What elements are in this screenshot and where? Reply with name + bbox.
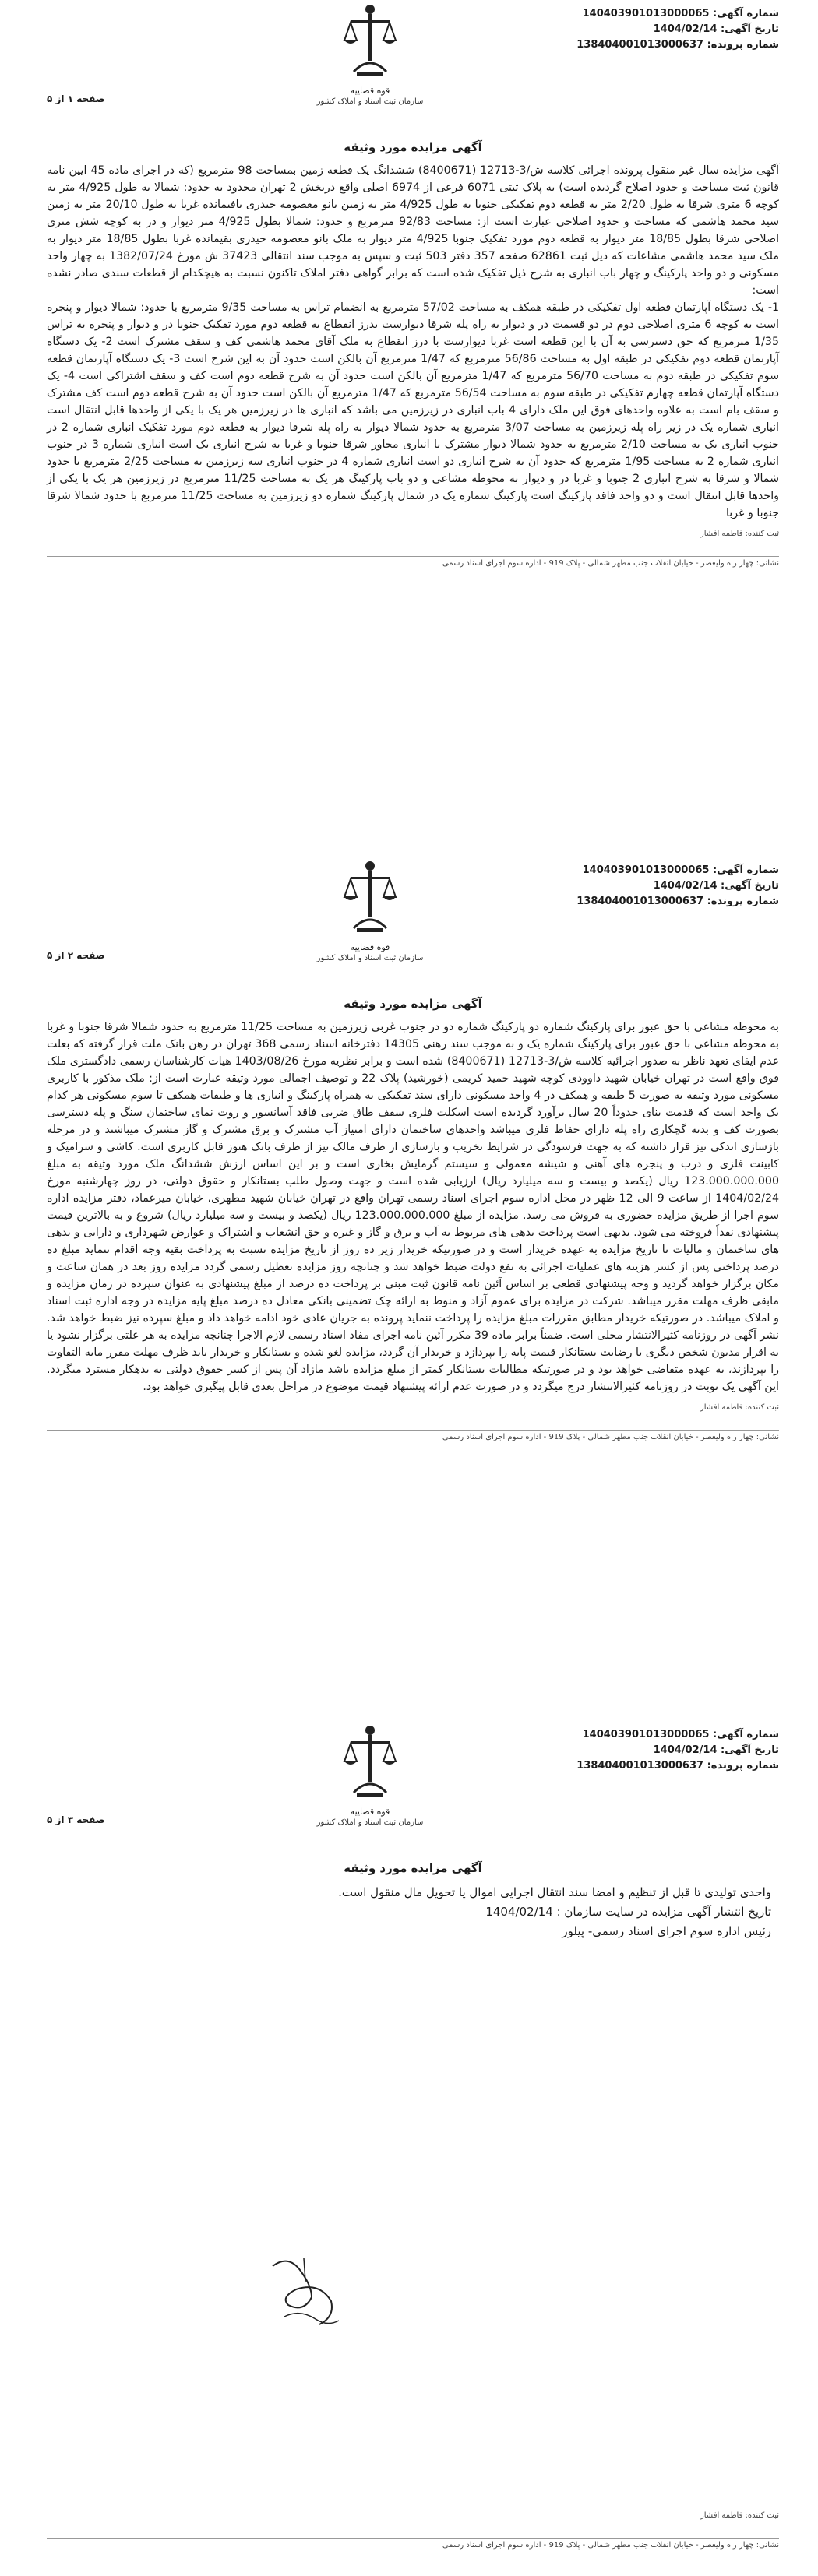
notice-body-paragraph: آگهی مزایده سال غیر منقول پرونده اجرائی کلاسه ش/3-12713 (8400671) ششدانگ یک قطعه زمین بمساحت 98 مترمربع (که در اجرای ماده 45 ایین نامه قانون ثبت مساحت و حدود اصلاح گردیده است) به پلاک ثبتی 6071 فرعی از 6974 اصلی واقع دربخش 2 تهران محدود به حدود: شمالا به طول 4/925 متر به کوچه 6 متری شرقا به طول 2/20 متر به قطعه دوم تفکیکی جنوبا به طول 4/925 متر به زمین بانو معصومه حیدری بافیمانده غربا به طول 20/10 متر به زمین سید محمد هاشمی که مساحت و حدود اصلاحی عبارت است از: مساحت 92/83 مترمربع و حدود: شمالا بطول 4/925 متر دیوار و در به کوچه شش متری اصلاحی شرقا بطول 18/85 متر دیوار به قطعه دوم مورد تفکیک جنوبا 4/925 متر دیوار به ملک بانو معصومه حیدری بقیمانده غربا بطول 18/85 متر دیوار به ملک سید محمد هاشمی مشاعات که ذیل ثبت 62861 صفحه 357 دفتر 503 ثبت و سپس به موجب سند انتقالی 37423 ش مورخ 1382/07/24 به چهار واحد مسکونی و دو واحد پارکینگ و چهار باب انباری به شرح ذیل تفکیک شده است که برابر گواهی دفتر املاک تاکنون نسبت به هیچکدام از قطعات سندی صادر نشده است: <box>47 164 780 297</box>
judiciary-emblem <box>312 0 428 106</box>
notice-title: آگهی مزایده مورد وثیقه <box>344 1861 482 1875</box>
notice-meta <box>483 6 779 53</box>
notice-section-3 <box>47 1721 779 1941</box>
judiciary-emblem <box>312 857 428 962</box>
page-number: صفحه ۱ از ۵ <box>47 93 105 104</box>
registrant-label: ثبت کننده: <box>745 1403 779 1412</box>
judiciary-motto: قوه قضاییه <box>350 86 390 96</box>
sign-area <box>47 1395 779 1427</box>
publish-date-label: تاریخ انتشار آگهی مزایده در سایت سازمان : <box>556 1905 771 1919</box>
registrant-label: ثبت کننده: <box>745 530 779 538</box>
judiciary-motto: قوه قضاییه <box>350 942 390 952</box>
signer-title: رئیس اداره سوم اجرای اسناد رسمی- پیلور <box>562 1924 771 1938</box>
case-number: 138404001013000637 <box>576 896 704 907</box>
case-number-row <box>483 1758 779 1774</box>
ad-number: 140403901013000065 <box>582 864 710 876</box>
notice-title: آگهی مزایده مورد وثیقه <box>344 997 482 1011</box>
page-number: صفحه ۲ از ۵ <box>47 950 105 961</box>
notice-header <box>47 1721 779 1861</box>
office-address: نشانی: چهار راه ولیعصر - خیابان انقلاب جنب مطهر شمالی - پلاک 919 - اداره سوم اجرای اسناد رسمی <box>47 2538 779 2550</box>
notice-footer-3 <box>47 2504 779 2550</box>
notice-section-2 <box>47 857 779 1441</box>
case-number-label: شماره پرونده: <box>707 39 779 51</box>
registrant-row <box>545 530 779 538</box>
sign-area <box>47 522 779 553</box>
registrant-name: فاطمه افشار <box>700 530 743 538</box>
case-number-row <box>483 37 779 53</box>
organization-name: سازمان ثبت اسناد و املاک کشور <box>316 97 424 106</box>
ad-date-row <box>483 878 779 894</box>
ad-date-row <box>483 22 779 37</box>
ad-number-label: شماره آگهی: <box>712 1729 779 1740</box>
handwritten-signature <box>257 2250 351 2336</box>
scales-of-justice-icon <box>343 0 397 86</box>
case-number-label: شماره پرونده: <box>707 1760 779 1772</box>
notice-body-paragraph: 1- یک دستگاه آپارتمان قطعه اول تفکیکی در طبقه همکف به مساحت 57/02 مترمربع به انضمام تراس به مساحت 9/35 مترمربع با حدود: شمالا دیوار و پنجره است به کوچه 6 متری اصلاحی دوم در دو قسمت در و دیوار به راه پله شرقا دیوارست بدرز انقطاع به قطعه دوم مورد تفکیک جنوبا در و دیوار و پنجره به تراس 1/35 مترمربع که حق دسترسی به آن با این قطعه است غربا دیوارست با درز انقطاع به ملک آقای محمد هاشمی کف و سقف مشترک است 2- یک دستگاه آپارتمان قطعه دوم تفکیکی در طبقه اول به مساحت 56/86 مترمربع که 1/47 مترمربع آن بالکن است حدود آن به این شرح است 3- یک دستگاه آپارتمان قطعه سوم تفکیکی در طبقه دوم به مساحت 56/70 مترمربع که 1/47 مترمربع آن بالکن است حدود آن به شرح قطعه دوم است کف و سقف اشتراکی است 4- یک دستگاه آپارتمان قطعه چهارم تفکیکی در طبقه سوم به مساحت 56/54 مترمربع که 1/47 مترمربع آن بالکن است حدود آن به شرح قطعه دوم است کف مشترک و سقف بام است به علاوه واحدهای فوق این ملک دارای 4 باب انباری در زیرزمین می باشد که انباری ها در زیرزمین هر یک با یکی از واحدها قابل انتقال است انباری شماره یک در زیر راه پله زیرزمین به مساحت 3/07 مترمربع به حدود شمالا دیوار به راه پله شرقا دیوار به قطعه دوم مورد تفکیک انباری شماره 2 در جنوب انباری یک به مساحت 2/10 مترمربع به حدود شمالا دیوار مشترک با انباری مجاور شرقا جنوبا و غربا به شرح انباری یک است انباری شماره 3 در جنوب انباری شماره 2 به مساحت 1/95 مترمربع که حدود آن به شرح انباری دو است انباری شماره 4 در جنوب انباری سه زیرزمین به مساحت 2/25 مترمربع با حدود شمالا و شرقا به شرح انباری 2 جنوبا و غربا در و دیوار به محوطه مشاعی و دو باب پارکینگ هر یک به مساحت 11/25 مترمربع در زیرزمین هر یک با یکی از واحدها قابل انتقال است و دو واحد فاقد پارکینگ است پارکینگ شماره یک در شمال پارکینگ شماره دو زیرزمین به مساحت 11/25 مترمربع با حدود شمالا شرقا جنوبا و غربا <box>47 301 779 519</box>
judiciary-emblem <box>312 1721 428 1827</box>
registrant-name: فاطمه افشار <box>700 1403 743 1412</box>
office-address: نشانی: چهار راه ولیعصر - خیابان انقلاب جنب مطهر شمالی - پلاک 919 - اداره سوم اجرای اسناد رسمی <box>47 556 779 568</box>
scales-of-justice-icon <box>343 857 397 942</box>
publish-date: 1404/02/14 <box>485 1905 553 1919</box>
case-number-row <box>483 894 779 910</box>
ad-number-label: شماره آگهی: <box>712 864 779 876</box>
ad-number-row <box>483 6 779 22</box>
notice-header <box>47 857 779 997</box>
ad-date-label: تاریخ آگهی: <box>721 880 779 892</box>
ad-date-label: تاریخ آگهی: <box>721 23 779 35</box>
registrant-name: فاطمه افشار <box>700 2511 743 2520</box>
notice-header <box>47 0 779 140</box>
case-number-label: شماره پرونده: <box>707 896 779 907</box>
organization-name: سازمان ثبت اسناد و املاک کشور <box>316 954 424 962</box>
publish-date-row <box>47 1902 779 1922</box>
notice-meta <box>483 1727 779 1774</box>
registrant-row <box>545 2511 779 2520</box>
judiciary-motto: قوه قضاییه <box>350 1807 390 1817</box>
case-number: 138404001013000637 <box>576 1760 704 1772</box>
case-number: 138404001013000637 <box>576 39 704 51</box>
ad-number: 140403901013000065 <box>582 1729 710 1740</box>
ad-date-row <box>483 1743 779 1758</box>
scales-of-justice-icon <box>343 1721 397 1807</box>
notice-meta <box>483 863 779 910</box>
ad-date-label: تاریخ آگهی: <box>721 1744 779 1756</box>
page-number: صفحه ۳ از ۵ <box>47 1814 105 1825</box>
ad-date: 1404/02/14 <box>653 23 718 35</box>
registrant-row <box>545 1403 779 1412</box>
ad-number-row <box>483 1727 779 1743</box>
ad-number-label: شماره آگهی: <box>712 8 779 19</box>
sign-area <box>47 2504 779 2535</box>
registrant-label: ثبت کننده: <box>745 2511 779 2520</box>
notice-title: آگهی مزایده مورد وثیقه <box>344 140 482 154</box>
ad-date: 1404/02/14 <box>653 880 718 892</box>
office-address: نشانی: چهار راه ولیعصر - خیابان انقلاب جنب مطهر شمالی - پلاک 919 - اداره سوم اجرای اسناد رسمی <box>47 1430 779 1441</box>
closing-text: واحدی تولیدی تا قبل از تنظیم و امضا سند انتقال اجرایی اموال یا تحویل مال منقول است. <box>338 1885 771 1899</box>
notice-section-1 <box>47 0 779 568</box>
ad-number-row <box>483 863 779 878</box>
ad-date: 1404/02/14 <box>653 1744 718 1756</box>
ad-number: 140403901013000065 <box>582 8 710 19</box>
organization-name: سازمان ثبت اسناد و املاک کشور <box>316 1818 424 1827</box>
notice-body-paragraph: به محوطه مشاعی با حق عبور برای پارکینگ شماره دو پارکینگ شماره دو در جنوب غربی زیرزمین به مساحت 11/25 مترمربع به حدود شمالا شرقا جنوبا و غربا به محوطه مشاعی با حق عبور برای پارکینگ شماره یک و به موجب سند رهنی 14305 دفترخانه اسناد رسمی 368 تهران در رهن بانک ملت قرار گرفته که بعلت عدم ایفای تعهد ناظر به صدور اجرائیه کلاسه ش/3-12713 (8400671) شده است و برابر نظریه مورخ 1403/08/26 هیات کارشناسان رسمی دادگستری ملک فوق واقع است در تهران خیابان شهید داوودی کوچه شهید حمید کریمی (خورشید) پلاک 22 و توصیف اجمالی مورد وثیقه عبارت است از: ملک مذکور با کاربری مسکونی مورد وثیقه به صورت 5 طبقه و همکف در 4 واحد مسکونی دارای سند تفکیکی به همراه پارکینگ و انباری ها و طبقات همکف تا سوم مسکونی هر کدام یک واحد است که قدمت بنای حدوداً 20 سال برآورد گردیده است اسکلت فلزی سقف طاق ضربی فاقد آسانسور و روت نمای ساختمان سنگ و پله دسترسی بصورت کف و بدنه گچکاری راه پله دارای حفاظ فلزی میباشد واحدهای ساختمان دارای امتیاز آب مشترک و برق مشترک و گاز مشترک میباشند و در مرحله بازسازی اندکی نیز قرار داشته که به جهت فرسودگی در شرایط تخریب و بازسازی از طرف مالک نیز از طرف بانک هنوز قابل کاربری است. کاشی و سرامیک و کابینت فلزی و درب و پنجره های آهنی و شیشه معمولی و سیستم گرمایش بخاری است و بر این اساس ارزش ششدانگ ملک مورد وثیقه به مبلغ 123.000.000.000 ریال (یکصد و بیست و سه میلیارد ریال) ارزیابی شده است و جهت وصول طلب بستانکار و حقوق دولتی، در روز چهارشنبه مورخ 1404/02/24 از ساعت 9 الی 12 ظهر در محل اداره سوم اجرای اسناد رسمی تهران واقع در تهران خیابان شهید مطهری، خیابان میرعماد، دفتر مزایده اداره سوم اجرا از طریق مزایده حضوری به فروش می رسد. مزایده از مبلغ 123.000.000.000 ریال (یکصد و بیست و سه میلیارد ریال) شروع و به بالاترین قیمت پیشنهادی نقداً فروخته می شود. بدیهی است پرداخت بدهی های مربوط به آب و برق و گاز و غیره و حق انشعاب و اشتراک و عوارض شهرداری و دارایی و بدهی های ساختمان و مالیات تا تاریخ مزایده به عهده خریدار است و در صورتیکه خریدار زیر ده روز از تاریخ مزایده نسبت به پرداخت بقیه وجه اقدام ننماید مبلغ ده درصد پرداختی پس از کسر هزینه های عملیات اجرائی به نفع دولت ضبط خواهد شد و چنانچه روز مزایده تعطیل رسمی گردد مزایده روز بعد در همان ساعت و مکان برگزار خواهد گردید و وجه پیشنهادی قطعی بر اساس آئین نامه قانون ثبت مبنی بر پرداخت ده درصد از مبلغ پیشنهادی به عنوان سپرده در زمان مزایده و مابقی ظرف مهلت مقرر میباشد. شرکت در مزایده برای عموم آزاد و منوط به ارائه چک تضمینی بانکی معادل ده درصد مبلغ پایه مزایده در وجه اداره ثبت اسناد و املاک میباشد. در صورتیکه خریدار مطابق مقررات مبلغ مزایده را پرداخت ننماید پرونده به جریان عادی خود ادامه خواهد داد و مبلغ سپرده نیز ضبط خواهد شد. نشر آگهی در روزنامه کثیرالانتشار محلی است. ضمناً برابر ماده 39 مکرر آئین نامه اجرای مفاد اسناد رسمی لازم الاجرا چنانچه مزایده به هر علتی برگزار نشود یا به اقرار مدیون شخص دیگری با رضایت بستانکار قیمت پایه را بپردازد و خریدار آن گردد، مزایده لغو شده و بستانکار و خریدار باید ظرف مهلت مقرر مابه التفاوت را بپردازند، به عهده متقاضی خواهد بود و در صورتیکه مطالبات بستانکار کمتر از مبلغ مزایده باشد مازاد آن پس از کسر حقوق دولتی به بدهکار مسترد میگردد. این آگهی یک نوبت در روزنامه کثیرالانتشار درج میگردد و در صورت عدم ارائه پیشنهاد قیمت موضوع در مراحل بعدی قابل پیگیری خواهد بود. <box>47 1021 780 1393</box>
